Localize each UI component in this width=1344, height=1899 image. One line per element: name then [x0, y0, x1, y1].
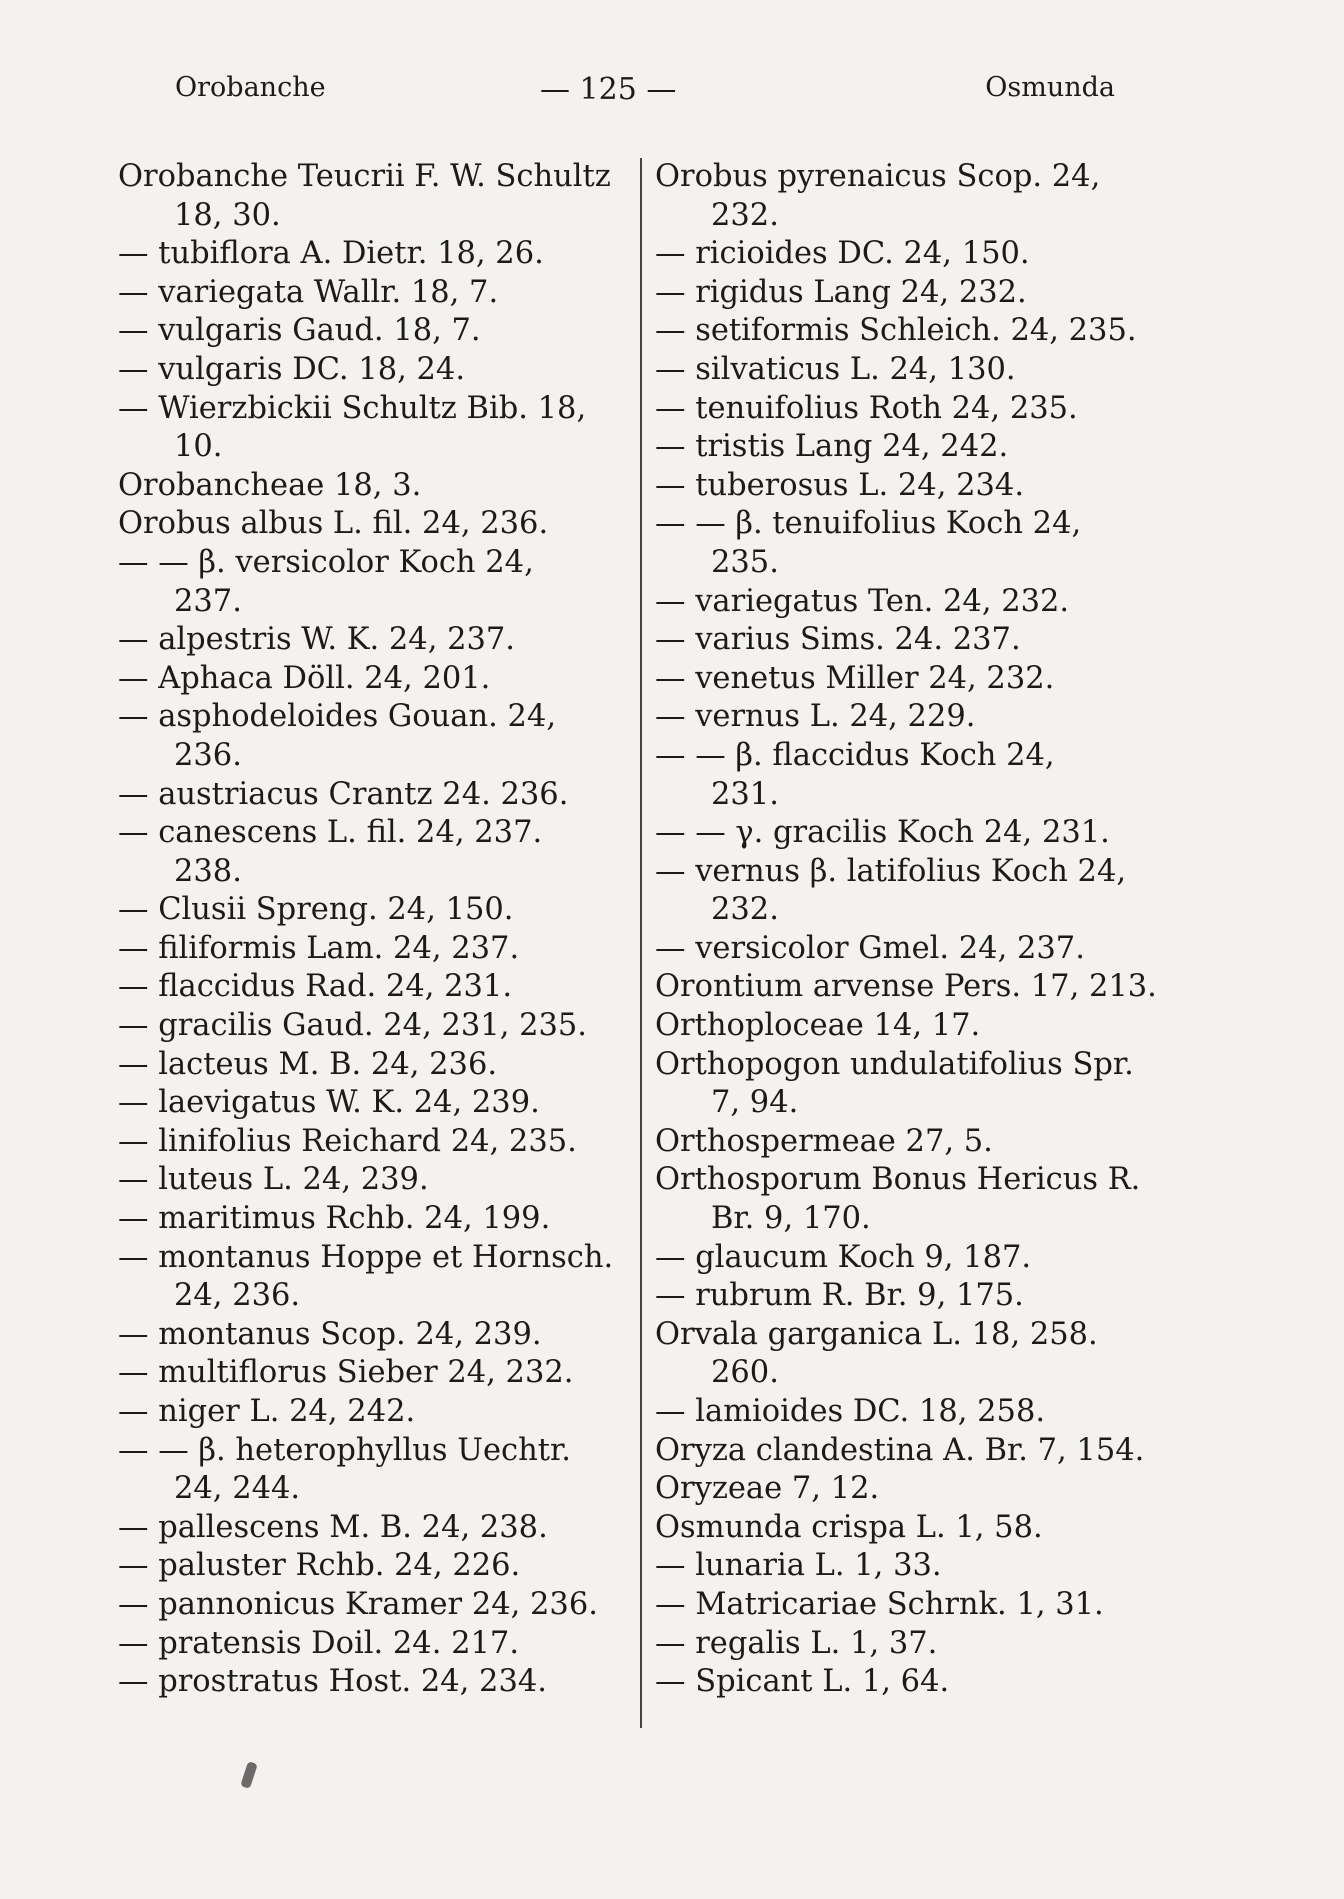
index-entry: — gracilis Gaud. 24, 231, 235.	[118, 1008, 587, 1044]
index-entry: — ricioides DC. 24, 150.	[655, 236, 1030, 272]
index-entry: Oryzeae 7, 12.	[655, 1471, 880, 1507]
index-entry: — vulgaris DC. 18, 24.	[118, 351, 466, 387]
running-header	[175, 72, 1115, 122]
index-entry: — — β. versicolor Koch 24,	[118, 544, 534, 580]
index-entry: — — β. tenuifolius Koch 24,	[655, 506, 1082, 542]
index-entry: Orobus albus L. fil. 24, 236.	[118, 506, 549, 542]
index-entry: — Wierzbickii Schultz Bib. 18,	[118, 390, 587, 426]
index-column-left	[118, 158, 638, 1702]
index-entry: — niger L. 24, 242.	[118, 1394, 416, 1429]
index-entry-continuation: 24, 236.	[174, 1278, 301, 1314]
index-entry: Orontium arvense Pers. 17, 213.	[655, 969, 1157, 1005]
index-entry: — maritimus Rchb. 24, 199.	[118, 1201, 551, 1237]
index-entry: — montanus Hoppe et Hornsch.	[118, 1239, 614, 1275]
column-divider	[640, 158, 642, 1728]
index-entry: — lamioides DC. 18, 258.	[655, 1394, 1046, 1429]
index-entry: — silvaticus L. 24, 130.	[655, 351, 1016, 387]
index-entry: — tenuifolius Roth 24, 235.	[655, 390, 1078, 426]
index-entry: Orvala garganica L. 18, 258.	[655, 1316, 1098, 1352]
index-entry: Orthopogon undulatifolius Spr.	[655, 1046, 1134, 1082]
index-entry: — versicolor Gmel. 24, 237.	[655, 930, 1085, 966]
page-number: — 125 —	[540, 72, 677, 107]
index-entry: — laevigatus W. K. 24, 239.	[118, 1085, 540, 1121]
index-entry: — lacteus M. B. 24, 236.	[118, 1046, 498, 1082]
index-entry: — canescens L. fil. 24, 237.	[118, 815, 543, 851]
index-column-right	[655, 158, 1175, 1702]
index-entry: — rigidus Lang 24, 232.	[655, 274, 1027, 310]
index-entry: Orobancheae 18, 3.	[118, 467, 422, 503]
index-entry: — multiflorus Sieber 24, 232.	[118, 1355, 574, 1391]
index-entry: — tubiflora A. Dietr. 18, 26.	[118, 236, 544, 272]
index-entry: — pallescens M. B. 24, 238.	[118, 1509, 548, 1545]
index-entry: — variegata Wallr. 18, 7.	[118, 274, 499, 310]
index-entry: — lunaria L. 1, 33.	[655, 1548, 942, 1584]
index-entry: Orthoploceae 14, 17.	[655, 1008, 981, 1044]
header-right-keyword: Osmunda	[985, 72, 1115, 103]
index-entry-continuation: 24, 244.	[174, 1471, 301, 1507]
index-entry: — prostratus Host. 24, 234.	[118, 1664, 547, 1700]
index-entry-continuation: 235.	[711, 544, 779, 580]
index-entry-continuation: 260.	[711, 1355, 779, 1391]
index-entry: — filiformis Lam. 24, 237.	[118, 930, 520, 966]
index-entry: — vulgaris Gaud. 18, 7.	[118, 313, 481, 349]
index-entry: — montanus Scop. 24, 239.	[118, 1316, 542, 1352]
header-left-keyword: Orobanche	[175, 72, 326, 103]
index-entry: — — β. flaccidus Koch 24,	[655, 737, 1055, 773]
index-entry-continuation: 18, 30.	[174, 197, 281, 233]
index-entry-continuation: 237.	[174, 583, 242, 619]
ink-smudge	[240, 1761, 258, 1789]
index-entry: Orthospermeae 27, 5.	[655, 1123, 993, 1159]
index-entry: — flaccidus Rad. 24, 231.	[118, 969, 513, 1005]
index-entry: — Matricariae Schrnk. 1, 31.	[655, 1586, 1104, 1622]
index-entry: — asphodeloides Gouan. 24,	[118, 699, 557, 735]
index-entry: — venetus Miller 24, 232.	[655, 660, 1055, 696]
index-entry: Oryza clandestina A. Br. 7, 154.	[655, 1432, 1145, 1468]
index-entry: — setiformis Schleich. 24, 235.	[655, 313, 1137, 349]
index-entry: — — γ. gracilis Koch 24, 231.	[655, 815, 1110, 851]
index-entry: — — β. heterophyllus Uechtr.	[118, 1432, 571, 1468]
index-entry-continuation: Br. 9, 170.	[711, 1201, 871, 1237]
index-entry: Orobanche Teucrii F. W. Schultz	[118, 159, 611, 194]
index-entry: — regalis L. 1, 37.	[655, 1625, 938, 1661]
index-entry: — paluster Rchb. 24, 226.	[118, 1548, 521, 1584]
index-entry-continuation: 236.	[174, 737, 242, 773]
index-entry-continuation: 231.	[711, 776, 779, 812]
index-entry: — Spicant L. 1, 64.	[655, 1664, 950, 1700]
index-entry: — tristis Lang 24, 242.	[655, 429, 1009, 465]
index-entry: — linifolius Reichard 24, 235.	[118, 1123, 577, 1159]
index-entry: — pannonicus Kramer 24, 236.	[118, 1586, 598, 1622]
index-entry: — vernus β. latifolius Koch 24,	[655, 853, 1127, 889]
index-entry: — Aphaca Döll. 24, 201.	[118, 660, 491, 696]
index-entry: Orobus pyrenaicus Scop. 24,	[655, 159, 1101, 194]
index-entry-continuation: 7, 94.	[711, 1085, 799, 1121]
index-entry: Orthosporum Bonus Hericus R.	[655, 1162, 1141, 1198]
index-entry: — tuberosus L. 24, 234.	[655, 467, 1025, 503]
index-entry: — vernus L. 24, 229.	[655, 699, 976, 735]
index-entry: — glaucum Koch 9, 187.	[655, 1239, 1032, 1275]
index-entry: — alpestris W. K. 24, 237.	[118, 622, 515, 658]
index-entry: — austriacus Crantz 24. 236.	[118, 776, 569, 812]
index-entry: — variegatus Ten. 24, 232.	[655, 583, 1070, 619]
index-entry-continuation: 232.	[711, 197, 779, 233]
index-entry: — luteus L. 24, 239.	[118, 1162, 429, 1198]
index-entry: — pratensis Doil. 24. 217.	[118, 1625, 520, 1661]
index-entry: Osmunda crispa L. 1, 58.	[655, 1509, 1043, 1545]
index-entry-continuation: 232.	[711, 892, 779, 928]
index-entry-continuation: 10.	[174, 429, 223, 465]
index-entry: — Clusii Spreng. 24, 150.	[118, 892, 514, 928]
index-entry: — varius Sims. 24. 237.	[655, 622, 1021, 658]
index-entry-continuation: 238.	[174, 853, 242, 889]
index-entry: — rubrum R. Br. 9, 175.	[655, 1278, 1024, 1314]
